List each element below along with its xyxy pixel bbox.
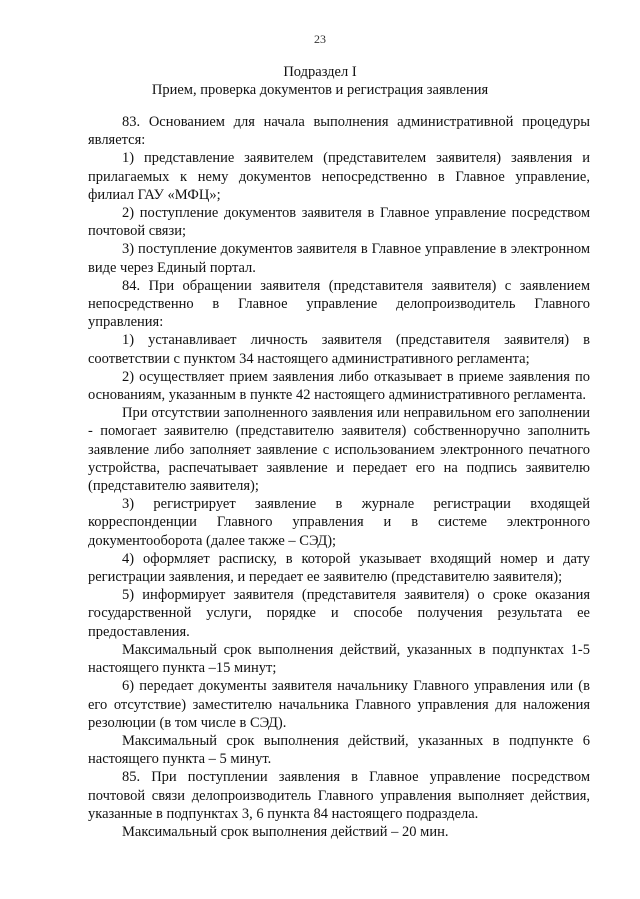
subsection-title: Подраздел I bbox=[283, 64, 357, 80]
paragraph-84-item-4: 4) оформляет расписку, в которой указывает входящий номер и дату регистрации заявления, и передает ее заявителю (представителю заявителя); bbox=[88, 550, 590, 586]
paragraph-83-item-3: 3) поступление документов заявителя в Главное управление в электронном виде через Единый портал. bbox=[88, 241, 590, 276]
paragraph-83-intro: 83. Основанием для начала выполнения административной процедуры является: bbox=[88, 114, 590, 149]
paragraph-83-item-2: 2) поступление документов заявителя в Главное управление посредством почтовой связи; bbox=[88, 205, 590, 240]
paragraph-84-time-limit-1-5: Максимальный срок выполнения действий, указанных в подпунктах 1-5 настоящего пункта –15 минут; bbox=[88, 641, 590, 677]
section-title: Прием, проверка документов и регистрация заявления bbox=[151, 82, 489, 98]
page-number: 23 bbox=[314, 32, 326, 46]
paragraph-84-time-limit-6: Максимальный срок выполнения действий, указанных в подпункте 6 настоящего пункта – 5 минут. bbox=[88, 732, 590, 768]
paragraph-84-item-2: 2) осуществляет прием заявления либо отказывает в приеме заявления по основаниям, указанным в пункте 42 настоящего административного регламента. bbox=[88, 368, 590, 404]
paragraph-85-time-limit: Максимальный срок выполнения действий – 20 мин. bbox=[122, 823, 449, 840]
paragraph-84-no-form: При отсутствии заполненного заявления или неправильном его заполнении - помогает заявителю (представителю заявителя) собственноручно заполнить заявление либо заполняет заявление с использованием электронного печатного устройства, распечатывает заявление и передает его на подпись заявителю (представителю заявителя); bbox=[88, 405, 590, 495]
paragraph-84-item-1: 1) устанавливает личность заявителя (представителя заявителя) в соответствии с пунктом 34 настоящего административного регламента; bbox=[88, 332, 590, 367]
paragraph-84-intro: 84. При обращении заявителя (представителя заявителя) с заявлением непосредственно в Главное управление делопроизводитель Главного управления: bbox=[88, 277, 590, 331]
paragraph-83-item-1: 1) представление заявителем (представителем заявителя) заявления и прилагаемых к нему документов непосредственно в Главное управление, филиал ГАУ «МФЦ»; bbox=[88, 150, 590, 203]
document-body bbox=[88, 113, 590, 841]
paragraph-85: 85. При поступлении заявления в Главное управление посредством почтовой связи делопроизводитель Главного управления выполняет действия, указанные в подпунктах 3, 6 пункта 84 настоящего подраздела. bbox=[88, 769, 590, 822]
paragraph-84-item-5: 5) информирует заявителя (представителя заявителя) о сроке оказания государственной услуги, порядке и способе получения результата ее предоставления. bbox=[88, 587, 590, 640]
paragraph-84-item-3: 3) регистрирует заявление в журнале регистрации входящей корреспонденции Главного управления и в системе электронного документооборота (далее также – СЭД); bbox=[88, 496, 590, 549]
paragraph-84-item-6: 6) передает документы заявителя начальнику Главного управления или (в его отсутствие) заместителю начальника Главного управления для наложения резолюции (в том числе в СЭД). bbox=[88, 678, 590, 731]
